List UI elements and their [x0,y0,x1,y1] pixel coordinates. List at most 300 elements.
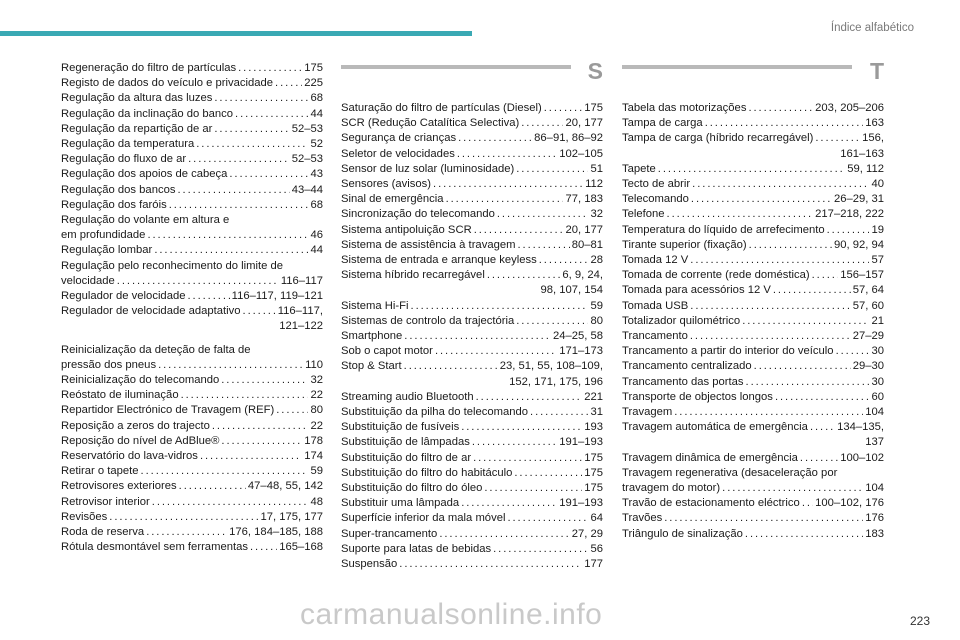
entry-label: Sincronização do telecomando [341,208,495,221]
entry-row [622,101,884,116]
entry-row [622,451,884,466]
index-entry[interactable] [622,344,884,359]
entry-row [622,481,884,496]
entry-label: Substituição da pilha do telecomando [341,406,529,419]
page-ref[interactable]: 165–168 [279,541,323,554]
page-ref[interactable]: 221 [584,390,603,403]
entry-label: Tomada 12 V [622,254,689,267]
entry-row [61,464,323,479]
page-ref[interactable]: 21 [871,314,884,327]
index-entry[interactable] [622,162,884,177]
index-entry[interactable] [622,390,884,405]
page-ref[interactable]: 104 [865,406,884,419]
page-ref[interactable]: 175 [584,102,603,114]
dot-leader [181,388,309,403]
page-ref[interactable]: 57, 64 [852,284,884,297]
dot-leader [404,359,498,374]
page-ref-continued[interactable]: 98, 107, 154 [540,284,603,297]
entry-row [61,167,323,182]
entry-row [61,137,323,152]
page-ref[interactable]: 51 [590,162,603,175]
index-entry[interactable] [341,481,603,496]
index-entry[interactable] [341,101,603,116]
page-ref[interactable]: 175 [304,62,323,74]
page-ref[interactable]: 59 [310,465,323,478]
entry-label: Regulador de velocidade adaptativo [61,305,241,318]
entry-label: Reposição do nível de AdBlue® [61,434,220,447]
index-entry[interactable] [341,359,603,389]
index-entry[interactable] [622,359,884,374]
page-ref[interactable]: 193 [584,421,603,434]
index-entry[interactable] [341,435,603,450]
entry-label: Transporte de objectos longos [622,390,773,403]
dot-leader [473,451,582,466]
entry-label: Tapete [622,162,656,175]
page-ref[interactable]: 100–102 [840,451,884,464]
index-entry[interactable] [341,147,603,162]
index-entry[interactable] [341,344,603,359]
entry-row [61,198,323,213]
dot-leader [690,253,869,268]
page-ref[interactable]: 191–193 [559,497,603,510]
dot-leader [476,390,583,405]
page-ref[interactable]: 60 [871,390,884,403]
index-entry[interactable] [341,527,603,542]
index-entry[interactable] [622,207,884,222]
index-entry[interactable] [622,283,884,298]
index-entry[interactable] [341,496,603,511]
entry-row [341,511,603,526]
entry-row [61,525,323,540]
entry-label: Tabela das motorizações [622,102,747,114]
dot-leader [275,76,302,91]
index-entry[interactable] [622,116,884,131]
entry-row [61,274,323,289]
dot-leader [517,238,569,253]
entry-row [622,162,884,177]
index-entry[interactable] [61,434,323,449]
index-entry[interactable] [61,449,323,464]
index-entry[interactable] [341,131,603,146]
index-entry[interactable] [61,61,323,76]
entry-row [341,405,603,420]
dot-leader [458,131,532,146]
entry-label: Tirante superior (fixação) [622,238,747,251]
index-entry[interactable] [61,479,323,494]
index-entry[interactable] [61,540,323,555]
entry-label: Segurança de crianças [341,132,457,145]
dot-leader [667,207,814,222]
dot-leader [461,496,557,511]
index-entry[interactable] [622,329,884,344]
page-ref[interactable]: 32 [310,374,323,387]
entry-label: Travagem [622,406,673,419]
page-ref[interactable]: 134–135, [837,421,884,434]
index-entry[interactable] [61,183,323,198]
entry-row [622,238,884,253]
entry-row [622,375,884,390]
page-ref[interactable]: 47–48, 55, 142 [247,480,323,493]
index-entry[interactable] [61,137,323,152]
dot-leader [773,283,851,298]
entry-label: Sinal de emergência [341,193,444,206]
entry-row [622,223,884,238]
entry-label: Telecomando [622,193,689,206]
index-entry[interactable] [622,314,884,329]
entry-row [622,420,884,435]
entry-label: Regulação da temperatura [61,138,195,151]
index-entry[interactable] [61,510,323,525]
letter-rule [622,65,852,69]
entry-label: Regulação lombar [61,244,153,257]
page-ref[interactable]: 64 [590,512,603,525]
page-ref[interactable]: 31 [590,406,603,419]
page-ref[interactable]: 68 [310,92,323,105]
dot-leader [692,177,869,192]
entry-label: Regulação da repartição de ar [61,122,213,135]
page-ref[interactable]: 176, 184–185, 188 [229,526,323,539]
page-ref[interactable]: 112 [585,178,603,191]
page-ref[interactable]: 32 [590,208,603,221]
page-ref-continued[interactable]: 121–122 [279,320,323,333]
index-entry[interactable] [61,495,323,510]
entry-row [61,403,323,418]
dot-leader [544,101,582,116]
entry-row [622,283,884,298]
index-entry[interactable] [61,403,323,418]
index-entry[interactable] [341,557,603,572]
page-ref[interactable]: 156, [862,132,884,145]
index-entry[interactable] [61,525,323,540]
index-entry[interactable] [622,131,884,161]
index-entry[interactable] [61,373,323,388]
entry-row [61,289,323,304]
letter-rule [341,65,571,69]
page-ref[interactable]: 80 [590,314,603,327]
page-ref[interactable]: 217–218, 222 [815,208,884,221]
entry-row [61,388,323,403]
dot-leader [147,228,308,243]
index-entry[interactable] [61,243,323,258]
index-entry[interactable] [622,299,884,314]
page-ref[interactable]: 163 [865,117,884,130]
entry-label: Regulação dos apoios de cabeça [61,168,228,181]
page-ref[interactable]: 174 [304,450,323,463]
page-ref[interactable]: 225 [304,77,323,90]
index-entry[interactable] [61,464,323,479]
page-ref[interactable]: 68 [310,198,323,211]
index-entry[interactable] [622,420,884,450]
entry-row [622,405,884,420]
dot-leader [446,192,564,207]
index-entry[interactable] [341,314,603,329]
page-ref[interactable]: 203, 205–206 [815,102,884,114]
entry-label: Sob o capot motor [341,345,433,358]
index-entry[interactable] [341,238,603,253]
entry-row [341,557,603,572]
index-entry[interactable] [61,107,323,122]
index-entry[interactable] [341,162,603,177]
entry-row [341,268,603,283]
letter-heading [341,58,603,97]
index-entry[interactable] [61,91,323,106]
entry-label: SCR (Redução Catalítica Selectiva) [341,117,520,130]
index-entry[interactable] [341,177,603,192]
page-ref[interactable]: 86–91, 86–92 [534,132,603,145]
index-entry[interactable] [61,343,323,373]
page-ref[interactable]: 183 [865,527,884,540]
page-ref[interactable]: 116–117 [280,274,323,287]
index-entry[interactable] [622,238,884,253]
section-title: Índice alfabético [830,22,914,34]
index-entry[interactable] [622,223,884,238]
index-entry[interactable] [341,329,603,344]
page-ref[interactable]: 100–102, 176 [815,497,884,510]
entry-row [61,122,323,137]
page-ref[interactable]: 177 [584,558,603,571]
page-ref[interactable]: 28 [590,254,603,267]
page-ref[interactable]: 40 [871,178,884,191]
entry-label: Sistema antipoluição SCR [341,223,472,236]
page-ref[interactable]: 29–30 [852,360,884,373]
page-ref[interactable]: 104 [865,482,884,495]
entry-label: Reinicialização do telecomando [61,374,220,387]
entry-label: Roda de reserva [61,526,145,539]
page-ref[interactable]: 27–29 [852,330,884,343]
entry-row [622,268,884,283]
dot-leader [158,358,303,373]
index-entry[interactable] [61,122,323,137]
entry-label: velocidade [61,274,115,287]
dot-leader [516,162,588,177]
entry-row [61,61,323,76]
index-entry[interactable] [622,177,884,192]
page-ref-continued[interactable]: 161–163 [840,147,884,160]
entry-label: Temperatura do líquido de arrefecimento [622,223,825,236]
index-entry[interactable] [61,289,323,304]
dot-leader [484,481,582,496]
dot-leader [238,61,302,76]
entry-label: Substituição do filtro do habitáculo [341,466,513,479]
index-entry[interactable] [341,466,603,481]
index-entry[interactable] [341,511,603,526]
dot-leader [212,419,309,434]
page-ref[interactable]: 22 [310,419,323,432]
index-entry[interactable] [622,466,884,496]
index-entry[interactable] [341,451,603,466]
entry-label: Regulação do fluxo de ar [61,153,187,166]
page-ref[interactable]: 30 [871,345,884,358]
page-ref[interactable]: 26–29, 31 [833,193,884,206]
page-ref[interactable]: 43–44 [291,183,323,196]
index-entry[interactable] [622,405,884,420]
page-ref[interactable]: 175 [584,466,603,479]
page-ref[interactable]: 44 [310,244,323,257]
dot-leader [169,198,309,213]
page-ref[interactable]: 23, 51, 55, 108–109, [499,360,603,373]
entry-row [341,329,603,344]
index-entry[interactable] [61,388,323,403]
entry-row [622,299,884,314]
page-ref[interactable]: 77, 183 [565,193,603,206]
dot-leader [530,405,588,420]
page-ref[interactable]: 59 [590,299,603,312]
dot-leader [243,304,276,319]
page-ref[interactable]: 80 [310,404,323,417]
entry-row [622,253,884,268]
index-entry[interactable] [341,390,603,405]
dot-leader [514,466,582,481]
entry-row [341,420,603,435]
page-ref[interactable]: 116–117, [277,305,323,318]
page-ref[interactable]: 175 [584,482,603,495]
entry-row [61,91,323,106]
index-entry[interactable] [61,198,323,213]
entry-label: Travagem automática de emergência [622,421,808,434]
entry-label: Sistema híbrido recarregável [341,269,485,282]
entry-row [622,511,884,526]
entry-row [61,107,323,122]
entry-label: Sensores (avisos) [341,178,432,191]
page-ref[interactable]: 80–81 [571,238,603,251]
index-entry[interactable] [341,192,603,207]
dot-leader [109,510,258,525]
index-entry[interactable] [622,375,884,390]
index-entry[interactable] [341,299,603,314]
index-entry[interactable] [622,496,884,511]
entry-row [341,481,603,496]
page-ref[interactable]: 175 [584,451,603,464]
dot-leader [815,131,860,146]
dot-leader [435,344,557,359]
entry-label: Travagem dinâmica de emergência [622,451,798,464]
page-ref[interactable]: 191–193 [559,436,603,449]
watermark: carmanualsonline.info [300,598,603,631]
dot-leader [691,192,832,207]
entry-row [341,131,603,146]
index-entry[interactable] [622,268,884,283]
index-entry[interactable] [341,405,603,420]
page-ref[interactable]: 171–173 [559,345,603,358]
page-ref[interactable]: 52–53 [291,153,323,166]
entry-label: Reóstato de iluminação [61,389,179,402]
page-ref[interactable]: 57 [871,254,884,267]
page-ref[interactable]: 48 [310,495,323,508]
page-ref[interactable]: 59, 112 [847,162,884,175]
page-ref[interactable]: 46 [310,229,323,242]
entry-row [341,253,603,268]
dot-leader [664,511,863,526]
index-entry[interactable] [341,223,603,238]
page-ref[interactable]: 57, 60 [852,299,884,312]
index-entry[interactable] [341,116,603,131]
page-ref-continued[interactable]: 152, 171, 175, 196 [509,375,603,388]
page-ref[interactable]: 56 [590,542,603,555]
entry-label: Tecto de abrir [622,178,691,191]
index-entry[interactable] [341,542,603,557]
index-entry[interactable] [61,213,323,243]
index-entry[interactable] [61,76,323,91]
entry-row [61,540,323,555]
index-entry[interactable] [61,167,323,182]
entry-label: Totalizador quilométrico [622,314,741,327]
index-entry[interactable] [622,527,884,542]
entry-label: Suspensão [341,558,398,571]
page-ref-continued[interactable]: 137 [865,436,884,449]
page-ref[interactable]: 116–117, 119–121 [231,290,323,303]
page-ref[interactable]: 43 [310,168,323,181]
entry-row [341,223,603,238]
dot-leader [746,375,870,390]
index-entry[interactable] [341,420,603,435]
page-ref[interactable]: 52 [310,138,323,151]
index-entry[interactable] [622,511,884,526]
index-entry[interactable] [61,152,323,167]
index-entry[interactable] [622,101,884,116]
index-entry[interactable] [622,253,884,268]
dot-leader [674,405,863,420]
index-entry[interactable] [61,419,323,434]
page-ref[interactable]: 30 [871,375,884,388]
page-ref[interactable]: 20, 177 [565,117,603,130]
entry-label: Sensor de luz solar (luminosidade) [341,162,515,175]
entry-label: Trancamento a partir do interior do veículo [622,345,834,358]
entry-label: Streaming audio Bluetooth [341,390,474,403]
page-ref[interactable]: 156–157 [840,269,884,282]
entry-label: Regeneração do filtro de partículas [61,62,237,74]
page-ref[interactable]: 24–25, 58 [552,330,603,343]
dot-leader [705,116,864,131]
dot-leader [433,177,583,192]
page-ref[interactable]: 19 [871,223,884,236]
page-ref[interactable]: 27, 29 [571,527,603,540]
dot-leader [276,403,308,418]
dot-leader [117,274,279,289]
index-entry[interactable] [622,192,884,207]
dot-leader [196,137,308,152]
page-ref[interactable]: 44 [310,107,323,120]
page-ref[interactable]: 22 [310,389,323,402]
page-ref[interactable]: 6, 9, 24, [562,269,603,282]
dot-leader [516,314,588,329]
entry-label: Regulação dos bancos [61,183,176,196]
page-ref[interactable]: 20, 177 [565,223,603,236]
dot-leader [250,540,277,555]
page-ref[interactable]: 52–53 [291,122,323,135]
entry-row [61,228,323,243]
index-entry[interactable] [341,253,603,268]
entry-label-line: Travagem regenerativa (desaceleração por [622,466,838,479]
index-entry[interactable] [622,451,884,466]
page-ref[interactable]: 176 [865,512,884,525]
entry-row [622,390,884,405]
page-number: 223 [909,614,930,628]
page-ref[interactable]: 178 [304,434,323,447]
dot-leader [812,268,839,283]
entry-row [61,183,323,198]
entry-row [622,116,884,131]
dot-leader [742,314,869,329]
index-entry[interactable] [341,268,603,298]
index-entry[interactable] [341,207,603,222]
index-entry[interactable] [61,259,323,289]
page-ref[interactable]: 110 [305,358,323,371]
index-entry[interactable] [61,304,323,334]
entry-row [341,451,603,466]
page-ref[interactable]: 17, 175, 177 [260,510,323,523]
page-ref[interactable]: 90, 92, 94 [833,238,884,251]
page-ref[interactable]: 102–105 [559,147,603,160]
